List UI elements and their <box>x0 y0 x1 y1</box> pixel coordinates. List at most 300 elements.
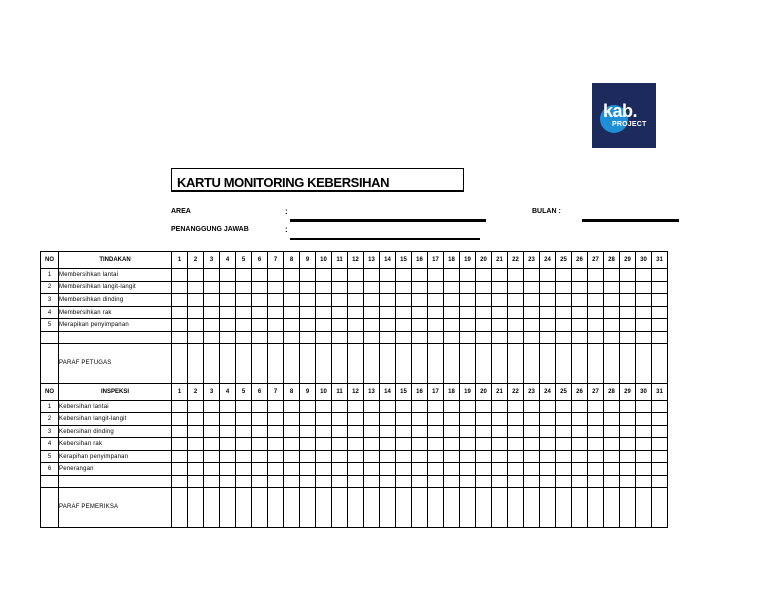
check-cell-day-18[interactable] <box>444 319 460 332</box>
signature-cell-day-24[interactable] <box>540 343 556 383</box>
check-cell-day-17[interactable] <box>428 438 444 451</box>
check-cell-day-22[interactable] <box>508 281 524 294</box>
check-cell-day-19[interactable] <box>460 281 476 294</box>
check-cell-day-22[interactable] <box>508 400 524 413</box>
check-cell-day-7[interactable] <box>268 281 284 294</box>
check-cell-day-1[interactable] <box>172 269 188 282</box>
check-cell-day-12[interactable] <box>348 413 364 426</box>
check-cell-day-9[interactable] <box>300 306 316 319</box>
check-cell-day-28[interactable] <box>604 413 620 426</box>
check-cell-day-8[interactable] <box>284 463 300 476</box>
check-cell-day-27[interactable] <box>588 413 604 426</box>
signature-cell-day-2[interactable] <box>188 487 204 527</box>
check-cell-day-12[interactable] <box>348 438 364 451</box>
check-cell-day-13[interactable] <box>364 450 380 463</box>
check-cell-day-26[interactable] <box>572 450 588 463</box>
check-cell-day-30[interactable] <box>636 400 652 413</box>
check-cell-day-13[interactable] <box>364 463 380 476</box>
check-cell-day-11[interactable] <box>332 269 348 282</box>
check-cell-day-28[interactable] <box>604 450 620 463</box>
check-cell-day-22[interactable] <box>508 475 524 487</box>
check-cell-day-17[interactable] <box>428 475 444 487</box>
check-cell-day-11[interactable] <box>332 438 348 451</box>
check-cell-day-30[interactable] <box>636 413 652 426</box>
check-cell-day-7[interactable] <box>268 413 284 426</box>
check-cell-day-25[interactable] <box>556 450 572 463</box>
check-cell-day-28[interactable] <box>604 425 620 438</box>
check-cell-day-24[interactable] <box>540 400 556 413</box>
check-cell-day-2[interactable] <box>188 319 204 332</box>
check-cell-day-21[interactable] <box>492 400 508 413</box>
check-cell-day-6[interactable] <box>252 463 268 476</box>
check-cell-day-23[interactable] <box>524 294 540 307</box>
check-cell-day-15[interactable] <box>396 425 412 438</box>
check-cell-day-13[interactable] <box>364 281 380 294</box>
check-cell-day-20[interactable] <box>476 475 492 487</box>
check-cell-day-4[interactable] <box>220 463 236 476</box>
check-cell-day-24[interactable] <box>540 269 556 282</box>
signature-cell-day-23[interactable] <box>524 343 540 383</box>
signature-cell-day-11[interactable] <box>332 343 348 383</box>
check-cell-day-31[interactable] <box>652 319 668 332</box>
check-cell-day-16[interactable] <box>412 475 428 487</box>
check-cell-day-24[interactable] <box>540 438 556 451</box>
signature-cell-day-16[interactable] <box>412 343 428 383</box>
check-cell-day-11[interactable] <box>332 463 348 476</box>
check-cell-day-23[interactable] <box>524 463 540 476</box>
check-cell-day-22[interactable] <box>508 319 524 332</box>
check-cell-day-26[interactable] <box>572 331 588 343</box>
check-cell-day-2[interactable] <box>188 475 204 487</box>
check-cell-day-6[interactable] <box>252 475 268 487</box>
check-cell-day-20[interactable] <box>476 463 492 476</box>
check-cell-day-4[interactable] <box>220 413 236 426</box>
check-cell-day-21[interactable] <box>492 463 508 476</box>
check-cell-day-9[interactable] <box>300 294 316 307</box>
check-cell-day-10[interactable] <box>316 413 332 426</box>
check-cell-day-15[interactable] <box>396 438 412 451</box>
signature-cell-day-26[interactable] <box>572 343 588 383</box>
check-cell-day-5[interactable] <box>236 413 252 426</box>
check-cell-day-23[interactable] <box>524 400 540 413</box>
check-cell-day-6[interactable] <box>252 269 268 282</box>
check-cell-day-18[interactable] <box>444 475 460 487</box>
check-cell-day-22[interactable] <box>508 294 524 307</box>
check-cell-day-30[interactable] <box>636 319 652 332</box>
check-cell-day-13[interactable] <box>364 400 380 413</box>
check-cell-day-8[interactable] <box>284 413 300 426</box>
check-cell-day-18[interactable] <box>444 281 460 294</box>
check-cell-day-25[interactable] <box>556 400 572 413</box>
check-cell-day-14[interactable] <box>380 425 396 438</box>
signature-cell-day-9[interactable] <box>300 343 316 383</box>
check-cell-day-10[interactable] <box>316 463 332 476</box>
signature-cell-day-6[interactable] <box>252 487 268 527</box>
check-cell-day-23[interactable] <box>524 306 540 319</box>
signature-cell-day-17[interactable] <box>428 487 444 527</box>
signature-cell-day-12[interactable] <box>348 343 364 383</box>
check-cell-day-14[interactable] <box>380 463 396 476</box>
check-cell-day-7[interactable] <box>268 438 284 451</box>
check-cell-day-15[interactable] <box>396 319 412 332</box>
signature-cell-day-28[interactable] <box>604 487 620 527</box>
check-cell-day-19[interactable] <box>460 475 476 487</box>
check-cell-day-3[interactable] <box>204 331 220 343</box>
check-cell-day-27[interactable] <box>588 331 604 343</box>
check-cell-day-14[interactable] <box>380 475 396 487</box>
check-cell-day-10[interactable] <box>316 319 332 332</box>
check-cell-day-1[interactable] <box>172 463 188 476</box>
bulan-field-line[interactable] <box>582 219 679 222</box>
check-cell-day-14[interactable] <box>380 413 396 426</box>
check-cell-day-4[interactable] <box>220 450 236 463</box>
check-cell-day-28[interactable] <box>604 319 620 332</box>
check-cell-day-16[interactable] <box>412 269 428 282</box>
check-cell-day-3[interactable] <box>204 319 220 332</box>
check-cell-day-6[interactable] <box>252 425 268 438</box>
check-cell-day-9[interactable] <box>300 475 316 487</box>
check-cell-day-29[interactable] <box>620 281 636 294</box>
check-cell-day-31[interactable] <box>652 400 668 413</box>
check-cell-day-3[interactable] <box>204 306 220 319</box>
check-cell-day-7[interactable] <box>268 294 284 307</box>
signature-cell-day-27[interactable] <box>588 487 604 527</box>
check-cell-day-5[interactable] <box>236 319 252 332</box>
check-cell-day-26[interactable] <box>572 269 588 282</box>
check-cell-day-25[interactable] <box>556 463 572 476</box>
check-cell-day-3[interactable] <box>204 294 220 307</box>
signature-cell-day-28[interactable] <box>604 343 620 383</box>
check-cell-day-7[interactable] <box>268 319 284 332</box>
check-cell-day-12[interactable] <box>348 319 364 332</box>
check-cell-day-23[interactable] <box>524 438 540 451</box>
check-cell-day-9[interactable] <box>300 438 316 451</box>
check-cell-day-6[interactable] <box>252 450 268 463</box>
check-cell-day-23[interactable] <box>524 475 540 487</box>
signature-cell-day-14[interactable] <box>380 487 396 527</box>
check-cell-day-29[interactable] <box>620 475 636 487</box>
check-cell-day-29[interactable] <box>620 425 636 438</box>
check-cell-day-6[interactable] <box>252 306 268 319</box>
check-cell-day-3[interactable] <box>204 463 220 476</box>
check-cell-day-26[interactable] <box>572 463 588 476</box>
check-cell-day-31[interactable] <box>652 281 668 294</box>
check-cell-day-13[interactable] <box>364 319 380 332</box>
check-cell-day-20[interactable] <box>476 450 492 463</box>
check-cell-day-16[interactable] <box>412 281 428 294</box>
check-cell-day-7[interactable] <box>268 425 284 438</box>
signature-cell-day-29[interactable] <box>620 343 636 383</box>
check-cell-day-29[interactable] <box>620 438 636 451</box>
check-cell-day-16[interactable] <box>412 306 428 319</box>
check-cell-day-31[interactable] <box>652 463 668 476</box>
check-cell-day-2[interactable] <box>188 450 204 463</box>
check-cell-day-24[interactable] <box>540 425 556 438</box>
check-cell-day-14[interactable] <box>380 400 396 413</box>
check-cell-day-2[interactable] <box>188 463 204 476</box>
check-cell-day-1[interactable] <box>172 319 188 332</box>
check-cell-day-17[interactable] <box>428 463 444 476</box>
signature-cell-day-30[interactable] <box>636 487 652 527</box>
check-cell-day-21[interactable] <box>492 269 508 282</box>
signature-cell-day-18[interactable] <box>444 487 460 527</box>
check-cell-day-11[interactable] <box>332 294 348 307</box>
check-cell-day-3[interactable] <box>204 269 220 282</box>
check-cell-day-4[interactable] <box>220 425 236 438</box>
check-cell-day-23[interactable] <box>524 425 540 438</box>
check-cell-day-6[interactable] <box>252 413 268 426</box>
check-cell-day-24[interactable] <box>540 450 556 463</box>
check-cell-day-19[interactable] <box>460 463 476 476</box>
check-cell-day-17[interactable] <box>428 450 444 463</box>
check-cell-day-1[interactable] <box>172 475 188 487</box>
check-cell-day-15[interactable] <box>396 294 412 307</box>
signature-cell-day-12[interactable] <box>348 487 364 527</box>
signature-cell-day-15[interactable] <box>396 343 412 383</box>
signature-cell-day-19[interactable] <box>460 487 476 527</box>
check-cell-day-25[interactable] <box>556 294 572 307</box>
check-cell-day-27[interactable] <box>588 319 604 332</box>
signature-cell-day-11[interactable] <box>332 487 348 527</box>
signature-cell-day-14[interactable] <box>380 343 396 383</box>
check-cell-day-29[interactable] <box>620 331 636 343</box>
check-cell-day-29[interactable] <box>620 306 636 319</box>
check-cell-day-25[interactable] <box>556 425 572 438</box>
check-cell-day-12[interactable] <box>348 450 364 463</box>
check-cell-day-31[interactable] <box>652 331 668 343</box>
check-cell-day-12[interactable] <box>348 269 364 282</box>
check-cell-day-11[interactable] <box>332 400 348 413</box>
check-cell-day-29[interactable] <box>620 294 636 307</box>
check-cell-day-18[interactable] <box>444 294 460 307</box>
check-cell-day-7[interactable] <box>268 475 284 487</box>
check-cell-day-9[interactable] <box>300 400 316 413</box>
check-cell-day-30[interactable] <box>636 450 652 463</box>
check-cell-day-21[interactable] <box>492 306 508 319</box>
check-cell-day-29[interactable] <box>620 413 636 426</box>
check-cell-day-2[interactable] <box>188 400 204 413</box>
check-cell-day-14[interactable] <box>380 269 396 282</box>
check-cell-day-12[interactable] <box>348 331 364 343</box>
signature-cell-day-4[interactable] <box>220 487 236 527</box>
check-cell-day-6[interactable] <box>252 294 268 307</box>
check-cell-day-27[interactable] <box>588 306 604 319</box>
check-cell-day-11[interactable] <box>332 331 348 343</box>
signature-cell-day-13[interactable] <box>364 343 380 383</box>
check-cell-day-18[interactable] <box>444 463 460 476</box>
check-cell-day-19[interactable] <box>460 331 476 343</box>
check-cell-day-14[interactable] <box>380 306 396 319</box>
check-cell-day-31[interactable] <box>652 438 668 451</box>
check-cell-day-30[interactable] <box>636 425 652 438</box>
check-cell-day-19[interactable] <box>460 425 476 438</box>
check-cell-day-27[interactable] <box>588 450 604 463</box>
check-cell-day-20[interactable] <box>476 269 492 282</box>
check-cell-day-5[interactable] <box>236 400 252 413</box>
check-cell-day-15[interactable] <box>396 450 412 463</box>
check-cell-day-6[interactable] <box>252 319 268 332</box>
check-cell-day-16[interactable] <box>412 438 428 451</box>
check-cell-day-30[interactable] <box>636 331 652 343</box>
check-cell-day-17[interactable] <box>428 269 444 282</box>
check-cell-day-10[interactable] <box>316 331 332 343</box>
check-cell-day-6[interactable] <box>252 331 268 343</box>
signature-cell-day-18[interactable] <box>444 343 460 383</box>
check-cell-day-19[interactable] <box>460 450 476 463</box>
check-cell-day-9[interactable] <box>300 319 316 332</box>
check-cell-day-10[interactable] <box>316 306 332 319</box>
check-cell-day-27[interactable] <box>588 425 604 438</box>
penanggung-jawab-field-line[interactable] <box>290 238 480 240</box>
check-cell-day-8[interactable] <box>284 331 300 343</box>
check-cell-day-2[interactable] <box>188 425 204 438</box>
signature-cell-day-23[interactable] <box>524 487 540 527</box>
check-cell-day-8[interactable] <box>284 475 300 487</box>
check-cell-day-26[interactable] <box>572 306 588 319</box>
check-cell-day-7[interactable] <box>268 400 284 413</box>
check-cell-day-3[interactable] <box>204 475 220 487</box>
check-cell-day-16[interactable] <box>412 463 428 476</box>
signature-cell-day-24[interactable] <box>540 487 556 527</box>
check-cell-day-23[interactable] <box>524 269 540 282</box>
check-cell-day-7[interactable] <box>268 269 284 282</box>
check-cell-day-28[interactable] <box>604 294 620 307</box>
check-cell-day-13[interactable] <box>364 425 380 438</box>
check-cell-day-4[interactable] <box>220 319 236 332</box>
check-cell-day-18[interactable] <box>444 425 460 438</box>
check-cell-day-12[interactable] <box>348 294 364 307</box>
signature-cell-day-5[interactable] <box>236 343 252 383</box>
check-cell-day-8[interactable] <box>284 319 300 332</box>
check-cell-day-22[interactable] <box>508 425 524 438</box>
check-cell-day-12[interactable] <box>348 425 364 438</box>
signature-cell-day-27[interactable] <box>588 343 604 383</box>
check-cell-day-29[interactable] <box>620 269 636 282</box>
signature-cell-day-15[interactable] <box>396 487 412 527</box>
check-cell-day-8[interactable] <box>284 294 300 307</box>
check-cell-day-25[interactable] <box>556 438 572 451</box>
area-field-line[interactable] <box>290 219 486 222</box>
check-cell-day-1[interactable] <box>172 331 188 343</box>
signature-cell-day-7[interactable] <box>268 343 284 383</box>
check-cell-day-18[interactable] <box>444 269 460 282</box>
check-cell-day-1[interactable] <box>172 438 188 451</box>
signature-cell-day-30[interactable] <box>636 343 652 383</box>
check-cell-day-1[interactable] <box>172 400 188 413</box>
check-cell-day-12[interactable] <box>348 463 364 476</box>
check-cell-day-5[interactable] <box>236 463 252 476</box>
check-cell-day-18[interactable] <box>444 413 460 426</box>
signature-cell-day-4[interactable] <box>220 343 236 383</box>
check-cell-day-8[interactable] <box>284 425 300 438</box>
check-cell-day-24[interactable] <box>540 463 556 476</box>
check-cell-day-22[interactable] <box>508 413 524 426</box>
check-cell-day-23[interactable] <box>524 331 540 343</box>
check-cell-day-15[interactable] <box>396 331 412 343</box>
check-cell-day-10[interactable] <box>316 269 332 282</box>
check-cell-day-25[interactable] <box>556 306 572 319</box>
check-cell-day-20[interactable] <box>476 438 492 451</box>
check-cell-day-11[interactable] <box>332 413 348 426</box>
check-cell-day-10[interactable] <box>316 425 332 438</box>
check-cell-day-4[interactable] <box>220 294 236 307</box>
signature-cell-day-22[interactable] <box>508 343 524 383</box>
check-cell-day-1[interactable] <box>172 450 188 463</box>
check-cell-day-17[interactable] <box>428 400 444 413</box>
signature-cell-day-31[interactable] <box>652 343 668 383</box>
check-cell-day-20[interactable] <box>476 281 492 294</box>
check-cell-day-26[interactable] <box>572 281 588 294</box>
check-cell-day-27[interactable] <box>588 281 604 294</box>
check-cell-day-5[interactable] <box>236 306 252 319</box>
check-cell-day-22[interactable] <box>508 463 524 476</box>
check-cell-day-31[interactable] <box>652 413 668 426</box>
check-cell-day-15[interactable] <box>396 281 412 294</box>
check-cell-day-23[interactable] <box>524 413 540 426</box>
check-cell-day-30[interactable] <box>636 294 652 307</box>
signature-cell-day-5[interactable] <box>236 487 252 527</box>
check-cell-day-14[interactable] <box>380 294 396 307</box>
check-cell-day-11[interactable] <box>332 475 348 487</box>
check-cell-day-27[interactable] <box>588 475 604 487</box>
check-cell-day-9[interactable] <box>300 281 316 294</box>
check-cell-day-26[interactable] <box>572 425 588 438</box>
check-cell-day-16[interactable] <box>412 413 428 426</box>
check-cell-day-9[interactable] <box>300 425 316 438</box>
check-cell-day-27[interactable] <box>588 400 604 413</box>
check-cell-day-13[interactable] <box>364 413 380 426</box>
check-cell-day-25[interactable] <box>556 413 572 426</box>
check-cell-day-19[interactable] <box>460 413 476 426</box>
check-cell-day-28[interactable] <box>604 269 620 282</box>
check-cell-day-19[interactable] <box>460 294 476 307</box>
check-cell-day-21[interactable] <box>492 319 508 332</box>
check-cell-day-13[interactable] <box>364 331 380 343</box>
check-cell-day-25[interactable] <box>556 269 572 282</box>
check-cell-day-6[interactable] <box>252 400 268 413</box>
check-cell-day-12[interactable] <box>348 475 364 487</box>
check-cell-day-27[interactable] <box>588 438 604 451</box>
check-cell-day-19[interactable] <box>460 306 476 319</box>
check-cell-day-15[interactable] <box>396 306 412 319</box>
check-cell-day-2[interactable] <box>188 331 204 343</box>
check-cell-day-13[interactable] <box>364 475 380 487</box>
check-cell-day-3[interactable] <box>204 425 220 438</box>
check-cell-day-7[interactable] <box>268 331 284 343</box>
check-cell-day-20[interactable] <box>476 400 492 413</box>
check-cell-day-2[interactable] <box>188 269 204 282</box>
check-cell-day-14[interactable] <box>380 319 396 332</box>
check-cell-day-23[interactable] <box>524 281 540 294</box>
signature-cell-day-9[interactable] <box>300 487 316 527</box>
check-cell-day-11[interactable] <box>332 450 348 463</box>
signature-cell-day-17[interactable] <box>428 343 444 383</box>
check-cell-day-12[interactable] <box>348 306 364 319</box>
check-cell-day-31[interactable] <box>652 269 668 282</box>
check-cell-day-18[interactable] <box>444 331 460 343</box>
check-cell-day-20[interactable] <box>476 425 492 438</box>
check-cell-day-14[interactable] <box>380 281 396 294</box>
signature-cell-day-3[interactable] <box>204 343 220 383</box>
check-cell-day-25[interactable] <box>556 281 572 294</box>
check-cell-day-30[interactable] <box>636 463 652 476</box>
signature-cell-day-22[interactable] <box>508 487 524 527</box>
check-cell-day-24[interactable] <box>540 294 556 307</box>
check-cell-day-28[interactable] <box>604 331 620 343</box>
check-cell-day-22[interactable] <box>508 306 524 319</box>
check-cell-day-29[interactable] <box>620 400 636 413</box>
check-cell-day-19[interactable] <box>460 319 476 332</box>
